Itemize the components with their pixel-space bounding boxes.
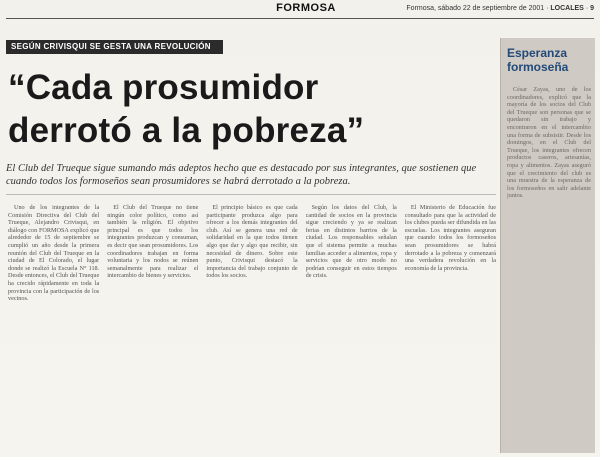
sidebar-title-line-1: Esperanza <box>507 46 568 60</box>
body-paragraph: El Ministerio de Educación fue consultado para que la actividad de los clubes pueda ser difundida en las escuelas. Los integrantes aseguran que cuando todos los formoseños sean prosumidores se habrá derrotado a la pobreza y comenzará una verdadera revolución en la economía de la provincia. <box>404 204 497 272</box>
publication-name: FORMOSA <box>276 2 336 14</box>
body-paragraph: El Club del Trueque no tiene ningún color político, como así también la religión. El objetivo principal es que todos los integrantes produzcan y consuman, es decir que sean prosumidores. Los coordinadores trabajan en forma voluntaria y los nodos se reúnen semanalmente para realizar el intercambio de bienes y servicios. <box>107 204 199 280</box>
body-column-5 <box>405 204 496 454</box>
article-body <box>8 204 496 454</box>
sidebar-paragraph: César Zayas, uno de los coordinadores, explicó que la mayoría de los socios del Club del Trueque son personas que se quedaron sin trabajo y encontraron en el intercambio una forma de subsistir. Desde los domingos, en el Club del Trueque, los integrantes ofrecen productos caseros, artesanías, ropa y alimentos. Zayas aseguró que el crecimiento del club es una muestra de la esperanza de los formoseños en salir adelante juntos. <box>507 86 591 200</box>
header-separator-2: · <box>585 5 591 12</box>
article-lead: El Club del Trueque sigue sumando más adeptos hecho que es destacado por sus integrantes, que sostienen que cuando todos los formoseños sean prosumidores se habrá derrotado a la pobreza. <box>6 163 477 187</box>
body-column-3 <box>206 204 297 454</box>
header-date: Formosa, sábado 22 de septiembre de 2001 <box>406 5 545 12</box>
body-paragraph: El principio básico es que cada participante produzca algo para ofrecer a los demás integrantes del club. Así se genera una red de solidaridad en la que todos tienen algo que dar y algo que recibir, sin necesidad de dinero. Sobre este punto, Crivisqui destacó la importancia del trabajo conjunto de todos los socios. <box>206 204 298 280</box>
lead-divider <box>6 194 496 195</box>
body-paragraph: Uno de los integrantes de la Comisión Directiva del Club del Trueque, Alejandro Crivisqui, en diálogo con FORMOSA explicó que alrededor de 15 de septiembre se cumplió un año desde la primera reunión del Club del Trueque en la ciudad de El Colorado, el lugar donde se realizó la Escuela N° 118. Desde entonces, el Club del Trueque ha crecido rápidamente en toda la provincia con la participación de los vecinos. <box>8 204 100 303</box>
header-rule <box>6 18 594 19</box>
body-column-4 <box>306 204 397 454</box>
sidebar-body <box>507 86 591 446</box>
page-number: 9 <box>590 5 594 12</box>
sidebar-title-line-2: formoseña <box>507 60 569 74</box>
headline-line-2: derrotó a la pobreza” <box>8 111 365 150</box>
article-headline <box>8 66 493 152</box>
body-column-1 <box>8 204 99 454</box>
page-header <box>6 2 594 20</box>
sidebar-box <box>500 38 595 453</box>
headline-line-1: “Cada prosumidor <box>8 68 319 107</box>
header-separator: · <box>546 5 551 12</box>
body-paragraph: Según los datos del Club, la cantidad de socios en la provincia sigue creciendo y ya se realizan ferias en distintos barrios de la ciudad. Los responsables señalan que el sistema permite a muchas familias acceder a alimentos, ropa y servicios que de otro modo no podrían conseguir en estos tiempos de crisis. <box>305 204 397 280</box>
header-dateline <box>406 5 594 12</box>
header-section: LOCALES <box>550 5 584 12</box>
article-kicker: SEGÚN CRIVISQUI SE GESTA UNA REVOLUCIÓN <box>6 40 223 54</box>
sidebar-title <box>507 46 591 74</box>
body-column-2 <box>107 204 198 454</box>
